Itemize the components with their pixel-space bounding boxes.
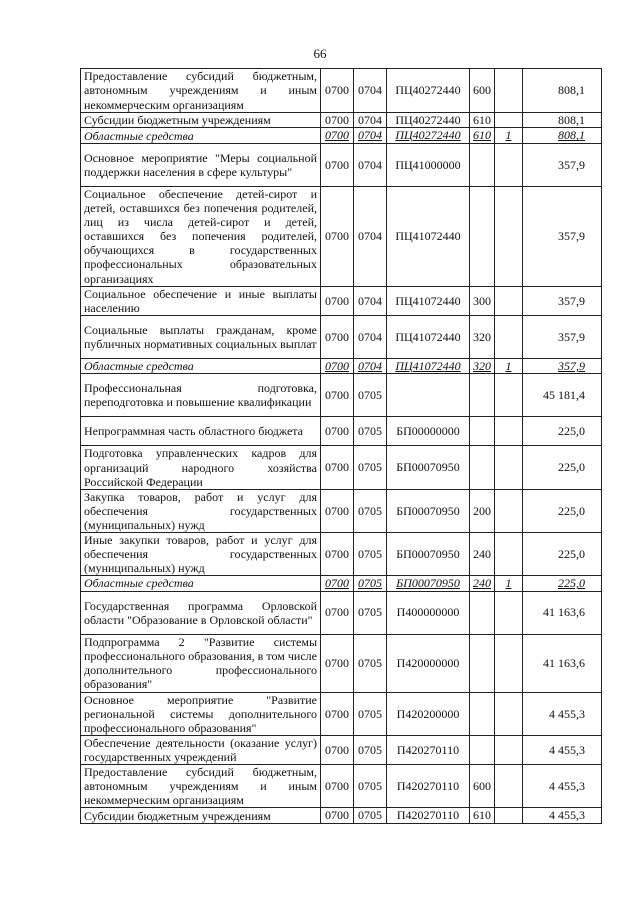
table-row	[81, 113, 602, 128]
section-code-cell: 0700	[321, 532, 354, 575]
expense-type-cell: 200	[470, 489, 495, 532]
row-name-cell: Социальное обеспечение и иные выплаты населению	[81, 286, 321, 315]
expense-type-cell	[470, 634, 495, 692]
expense-type-cell	[470, 735, 495, 764]
section-code-cell: 0700	[321, 591, 354, 634]
row-name-cell: Иные закупки товаров, работ и услуг для обеспечения государственных (муниципальных) нужд	[81, 532, 321, 575]
expense-type-cell	[470, 446, 495, 489]
table-row	[81, 576, 602, 591]
row-name-cell: Предоставление субсидий бюджетным, автономным учреждениям и иным некоммерческим организациям	[81, 765, 321, 808]
target-article-cell: П420200000	[387, 692, 470, 735]
funding-source-cell	[495, 735, 523, 764]
budget-table	[80, 68, 602, 824]
target-article-cell: П420270110	[387, 765, 470, 808]
funding-source-cell	[495, 374, 523, 417]
target-article-cell: ПЦ40272440	[387, 69, 470, 113]
table-row	[81, 735, 602, 764]
row-name-cell: Областные средства	[81, 576, 321, 591]
expense-type-cell: 610	[470, 128, 495, 143]
expense-type-cell: 300	[470, 286, 495, 315]
target-article-cell: БП00070950	[387, 576, 470, 591]
subsection-code-cell: 0705	[354, 374, 387, 417]
table-row	[81, 69, 602, 113]
expense-type-cell: 600	[470, 69, 495, 113]
subsection-code-cell: 0704	[354, 316, 387, 359]
funding-source-cell	[495, 489, 523, 532]
subsection-code-cell: 0705	[354, 446, 387, 489]
expense-type-cell: 320	[470, 359, 495, 374]
amount-cell: 41 163,6	[523, 591, 602, 634]
subsection-code-cell: 0705	[354, 591, 387, 634]
funding-source-cell	[495, 316, 523, 359]
target-article-cell: ПЦ41000000	[387, 143, 470, 186]
amount-cell: 808,1	[523, 128, 602, 143]
row-name-cell: Подпрограмма 2 "Развитие системы профессионального образования, в том числе дополнительного профессионального образования"	[81, 634, 321, 692]
amount-cell: 357,9	[523, 143, 602, 186]
section-code-cell: 0700	[321, 186, 354, 286]
expense-type-cell	[470, 143, 495, 186]
amount-cell: 4 455,3	[523, 808, 602, 823]
table-row	[81, 532, 602, 575]
row-name-cell: Основное мероприятие "Меры социальной поддержки населения в сфере культуры"	[81, 143, 321, 186]
target-article-cell: БП00070950	[387, 446, 470, 489]
subsection-code-cell: 0704	[354, 113, 387, 128]
table-row	[81, 186, 602, 286]
amount-cell: 41 163,6	[523, 634, 602, 692]
section-code-cell: 0700	[321, 417, 354, 446]
row-name-cell: Субсидии бюджетным учреждениям	[81, 113, 321, 128]
table-row	[81, 286, 602, 315]
row-name-cell: Закупка товаров, работ и услуг для обеспечения государственных (муниципальных) нужд	[81, 489, 321, 532]
target-article-cell: ПЦ41072440	[387, 186, 470, 286]
funding-source-cell	[495, 591, 523, 634]
row-name-cell: Обеспечение деятельности (оказание услуг) государственных учреждений	[81, 735, 321, 764]
row-name-cell: Областные средства	[81, 128, 321, 143]
amount-cell: 4 455,3	[523, 692, 602, 735]
section-code-cell: 0700	[321, 374, 354, 417]
expense-type-cell	[470, 591, 495, 634]
funding-source-cell	[495, 417, 523, 446]
funding-source-cell	[495, 808, 523, 823]
expense-type-cell	[470, 692, 495, 735]
funding-source-cell: 1	[495, 359, 523, 374]
page-number: 66	[313, 46, 327, 61]
row-name-cell: Профессиональная подготовка, переподготовка и повышение квалификации	[81, 374, 321, 417]
amount-cell: 4 455,3	[523, 765, 602, 808]
table-body	[81, 69, 602, 824]
subsection-code-cell: 0705	[354, 808, 387, 823]
expense-type-cell: 320	[470, 316, 495, 359]
funding-source-cell	[495, 186, 523, 286]
amount-cell: 225,0	[523, 417, 602, 446]
table-row	[81, 591, 602, 634]
amount-cell: 225,0	[523, 532, 602, 575]
row-name-cell: Областные средства	[81, 359, 321, 374]
row-name-cell: Непрограммная часть областного бюджета	[81, 417, 321, 446]
section-code-cell: 0700	[321, 286, 354, 315]
amount-cell: 225,0	[523, 446, 602, 489]
table-row	[81, 808, 602, 823]
section-code-cell: 0700	[321, 128, 354, 143]
target-article-cell: ПЦ41072440	[387, 286, 470, 315]
row-name-cell: Социальные выплаты гражданам, кроме публичных нормативных социальных выплат	[81, 316, 321, 359]
expense-type-cell	[470, 417, 495, 446]
subsection-code-cell: 0704	[354, 359, 387, 374]
expense-type-cell	[470, 374, 495, 417]
funding-source-cell	[495, 692, 523, 735]
subsection-code-cell: 0705	[354, 735, 387, 764]
table-row	[81, 128, 602, 143]
funding-source-cell	[495, 69, 523, 113]
section-code-cell: 0700	[321, 489, 354, 532]
subsection-code-cell: 0705	[354, 765, 387, 808]
amount-cell: 225,0	[523, 576, 602, 591]
target-article-cell: ПЦ41072440	[387, 316, 470, 359]
target-article-cell	[387, 374, 470, 417]
expense-type-cell: 610	[470, 113, 495, 128]
subsection-code-cell: 0705	[354, 634, 387, 692]
row-name-cell: Основное мероприятие "Развитие региональной системы дополнительного профессионального образования"	[81, 692, 321, 735]
funding-source-cell	[495, 113, 523, 128]
subsection-code-cell: 0705	[354, 489, 387, 532]
amount-cell: 357,9	[523, 286, 602, 315]
subsection-code-cell: 0704	[354, 143, 387, 186]
funding-source-cell	[495, 634, 523, 692]
expense-type-cell: 240	[470, 532, 495, 575]
amount-cell: 225,0	[523, 489, 602, 532]
section-code-cell: 0700	[321, 316, 354, 359]
table-row	[81, 374, 602, 417]
target-article-cell: БП00070950	[387, 532, 470, 575]
row-name-cell: Предоставление субсидий бюджетным, автономным учреждениям и иным некоммерческим организациям	[81, 69, 321, 113]
target-article-cell: П400000000	[387, 591, 470, 634]
target-article-cell: П420000000	[387, 634, 470, 692]
funding-source-cell	[495, 446, 523, 489]
expense-type-cell	[470, 186, 495, 286]
funding-source-cell	[495, 286, 523, 315]
subsection-code-cell: 0705	[354, 576, 387, 591]
table-row	[81, 417, 602, 446]
section-code-cell: 0700	[321, 735, 354, 764]
expense-type-cell: 240	[470, 576, 495, 591]
section-code-cell: 0700	[321, 634, 354, 692]
section-code-cell: 0700	[321, 576, 354, 591]
table-row	[81, 765, 602, 808]
target-article-cell: П420270110	[387, 735, 470, 764]
section-code-cell: 0700	[321, 359, 354, 374]
row-name-cell: Социальное обеспечение детей-сирот и детей, оставшихся без попечения родителей, лиц из числа детей-сирот и детей, оставшихся без попечения родителей, обучающихся в государственных профессиональных образовательных организациях	[81, 186, 321, 286]
section-code-cell: 0700	[321, 808, 354, 823]
amount-cell: 357,9	[523, 359, 602, 374]
funding-source-cell	[495, 532, 523, 575]
target-article-cell: БП00000000	[387, 417, 470, 446]
amount-cell: 808,1	[523, 113, 602, 128]
amount-cell: 45 181,4	[523, 374, 602, 417]
subsection-code-cell: 0704	[354, 128, 387, 143]
section-code-cell: 0700	[321, 69, 354, 113]
section-code-cell: 0700	[321, 446, 354, 489]
expense-type-cell: 610	[470, 808, 495, 823]
target-article-cell: ПЦ41072440	[387, 359, 470, 374]
target-article-cell: П420270110	[387, 808, 470, 823]
funding-source-cell	[495, 765, 523, 808]
row-name-cell: Государственная программа Орловской области "Образование в Орловской области"	[81, 591, 321, 634]
subsection-code-cell: 0704	[354, 69, 387, 113]
funding-source-cell	[495, 143, 523, 186]
funding-source-cell: 1	[495, 576, 523, 591]
table-row	[81, 446, 602, 489]
amount-cell: 808,1	[523, 69, 602, 113]
subsection-code-cell: 0705	[354, 692, 387, 735]
subsection-code-cell: 0705	[354, 532, 387, 575]
table-row	[81, 692, 602, 735]
amount-cell: 357,9	[523, 316, 602, 359]
target-article-cell: ПЦ40272440	[387, 113, 470, 128]
table-row	[81, 359, 602, 374]
subsection-code-cell: 0705	[354, 417, 387, 446]
row-name-cell: Субсидии бюджетным учреждениям	[81, 808, 321, 823]
expense-type-cell: 600	[470, 765, 495, 808]
subsection-code-cell: 0704	[354, 186, 387, 286]
funding-source-cell: 1	[495, 128, 523, 143]
section-code-cell: 0700	[321, 113, 354, 128]
section-code-cell: 0700	[321, 692, 354, 735]
subsection-code-cell: 0704	[354, 286, 387, 315]
table-row	[81, 316, 602, 359]
section-code-cell: 0700	[321, 143, 354, 186]
target-article-cell: ПЦ40272440	[387, 128, 470, 143]
target-article-cell: БП00070950	[387, 489, 470, 532]
table-row	[81, 634, 602, 692]
table-row	[81, 489, 602, 532]
amount-cell: 357,9	[523, 186, 602, 286]
amount-cell: 4 455,3	[523, 735, 602, 764]
row-name-cell: Подготовка управленческих кадров для организаций народного хозяйства Российской Федерации	[81, 446, 321, 489]
table-row	[81, 143, 602, 186]
section-code-cell: 0700	[321, 765, 354, 808]
